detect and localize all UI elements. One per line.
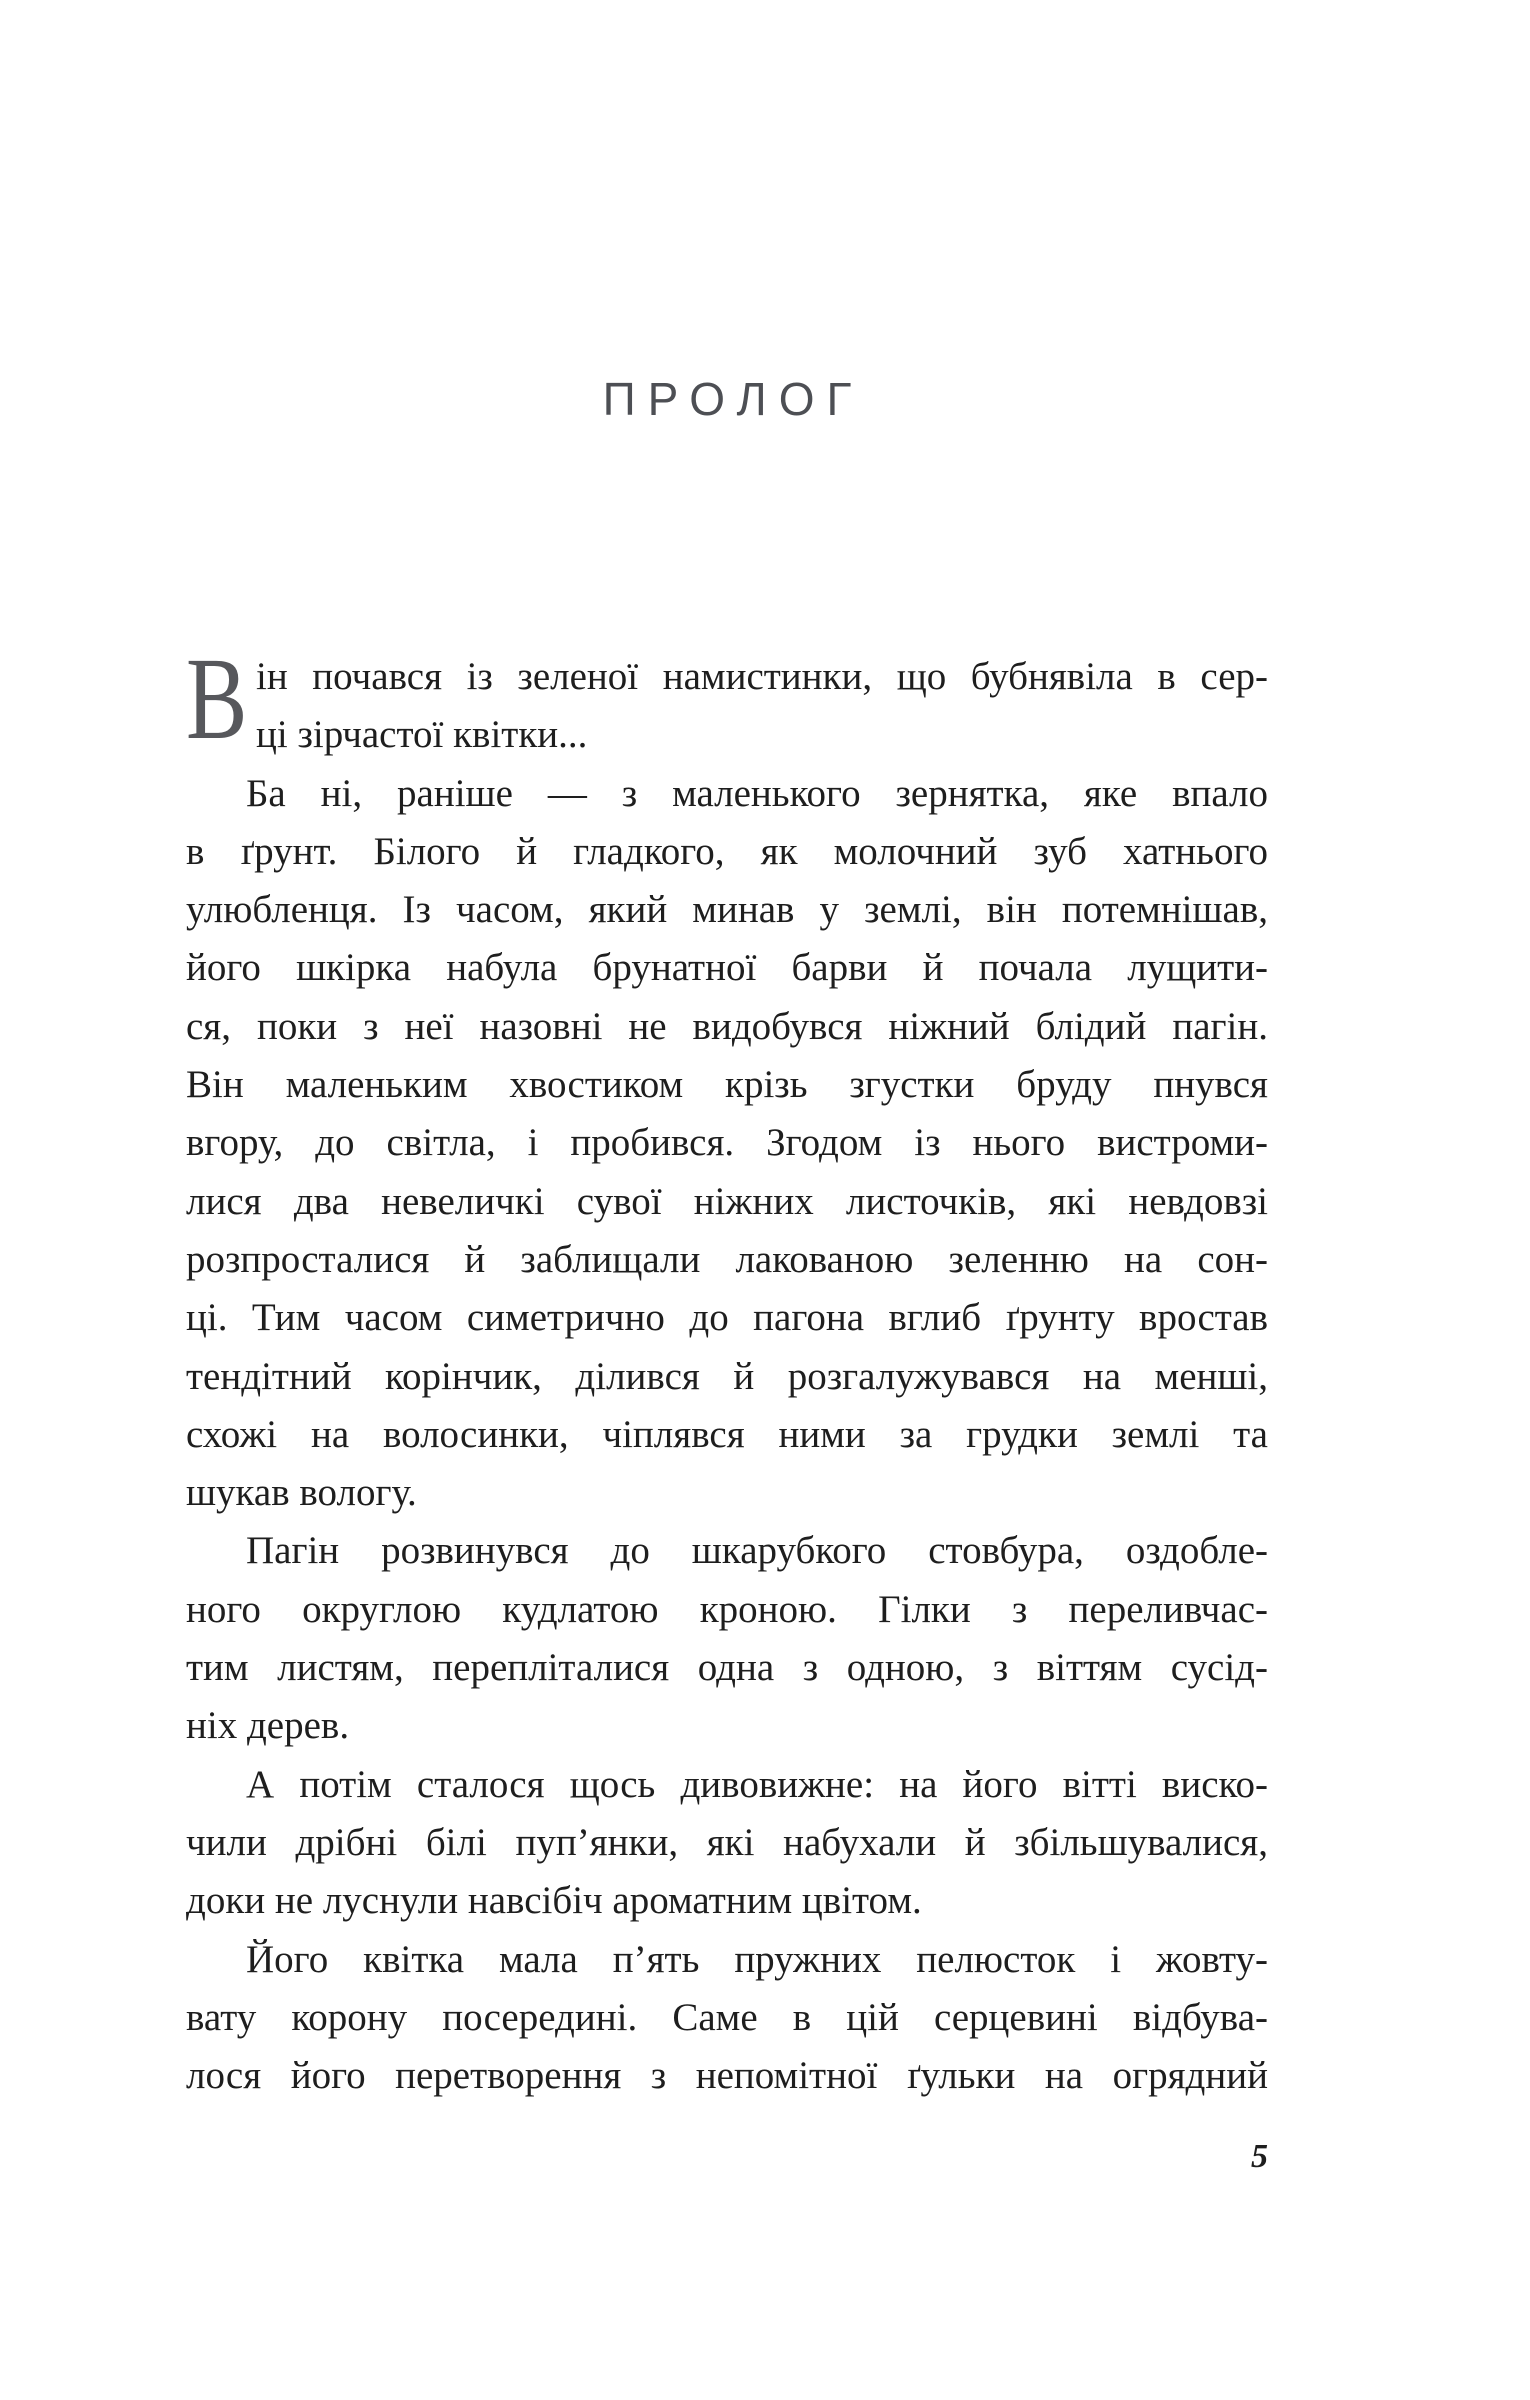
text-line: ці. Тим часом симетрично до пагона вглиб ґрунту вростав <box>186 1296 1268 1340</box>
text-line: тим листям, перепліталися одна з одною, з віттям сусід- <box>186 1646 1268 1690</box>
text-line: шукав вологу. <box>186 1471 417 1515</box>
paragraph <box>186 1522 1268 1755</box>
text-line: ін почався із зеленої намистинки, що бубнявіла в сер- <box>256 655 1268 698</box>
text-line: лося його перетворення з непомітної ґульки на огрядний <box>186 2054 1268 2098</box>
text-line: схожі на волосинки, чіплявся ними за грудки землі та <box>186 1412 1268 1456</box>
text-line: А потім сталося щось дивовижне: на його вітті виско- <box>246 1762 1268 1806</box>
text-line: доки не луснули навсібіч ароматним цвітом. <box>186 1879 922 1923</box>
text-line: Його квітка мала п’ять пружних пелюсток і жовту- <box>246 1937 1268 1981</box>
text-line: Він маленьким хвостиком крізь згустки бруду пнувся <box>186 1063 1268 1107</box>
text-line: чили дрібні білі пуп’янки, які набухали й збільшувалися, <box>186 1820 1268 1864</box>
text-line: його шкірка набула брунатної барви й почала лущити- <box>186 946 1268 990</box>
dropcap-letter: В <box>186 633 248 764</box>
text-line: вгору, до світла, і пробився. Згодом із нього вистроми- <box>186 1121 1268 1165</box>
paragraph <box>186 1756 1268 1931</box>
paragraph <box>186 765 1268 1523</box>
page-number: 5 <box>1251 2138 1268 2175</box>
text-line: розпросталися й заблищали лакованою зеленню на сон- <box>186 1237 1268 1281</box>
text-line: ся, поки з неї назовні не видобувся ніжний блідий пагін. <box>186 1004 1268 1048</box>
text-line: вату корону посередині. Саме в цій серцевині відбува- <box>186 1995 1268 2039</box>
text-line: тендітний корінчик, ділився й розгалужувався на менші, <box>186 1354 1268 1398</box>
text-line: Пагін розвинувся до шкарубкого стовбура, оздобле- <box>246 1529 1268 1573</box>
text-line: улюбленця. Із часом, який минав у землі, він потемнішав, <box>186 888 1268 932</box>
text-line: Ба ні, раніше — з маленького зернятка, яке впало <box>246 771 1268 815</box>
text-line: лися два невеличкі сувої ніжних листочків, які невдовзі <box>186 1179 1268 1223</box>
text-line: ці зірчастої квітки... <box>256 713 588 757</box>
paragraph <box>186 1931 1268 2106</box>
body-text <box>186 633 1268 2105</box>
text-line: в ґрунт. Білого й гладкого, як молочний зуб хатнього <box>186 829 1268 873</box>
chapter-title: ПРОЛОГ <box>602 373 864 425</box>
text-line: ніх дерев. <box>186 1704 350 1748</box>
text-line: ного округлою кудлатою кроною. Гілки з переливчас- <box>186 1587 1268 1631</box>
paragraph <box>186 633 1268 765</box>
